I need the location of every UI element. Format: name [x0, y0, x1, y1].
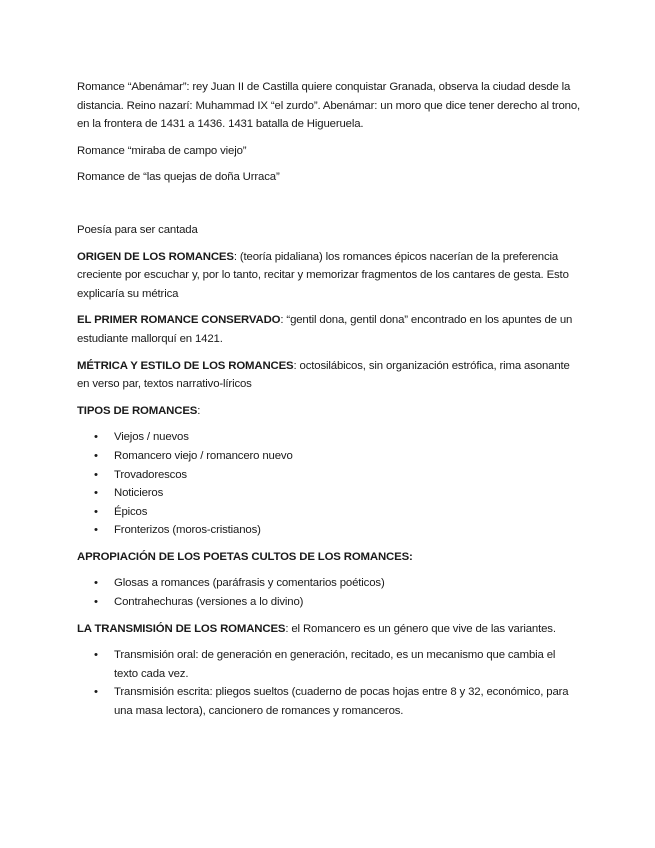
bullet-icon: • — [94, 431, 98, 444]
primer-paragraph — [77, 311, 582, 348]
bullet-icon: • — [94, 487, 98, 500]
list-item-text: Trovadorescos — [114, 468, 187, 481]
metrica-paragraph — [77, 357, 582, 394]
bullet-icon: • — [94, 596, 98, 609]
list-item-text: Fronterizos (moros-cristianos) — [114, 524, 261, 537]
transmision-paragraph — [77, 620, 582, 639]
list-item — [94, 646, 582, 683]
list-item-text: Transmisión escrita: pliegos sueltos (cuaderno de pocas hojas entre 8 y 32, económico, para una masa lectora), cancionero de romances y romanceros. — [114, 686, 569, 718]
list-item — [94, 521, 582, 540]
origen-text: : (teoría pidaliana) los romances épicos nacerían de la preferencia creciente por escuchar y, por lo tanto, recitar y memorizar fragmentos de los cantares de gesta. Esto explicaría su métrica — [77, 250, 569, 300]
metrica-text: : octosilábicos, sin organización estrófica, rima asonante en verso par, textos narrativo-líricos — [77, 359, 570, 391]
tipos-heading: TIPOS DE ROMANCES — [77, 404, 198, 417]
metrica-heading: MÉTRICA Y ESTILO DE LOS ROMANCES — [77, 359, 294, 372]
primer-text: : “gentil dona, gentil dona” encontrado en los apuntes de un estudiante mallorquí en 1421. — [77, 314, 573, 345]
intro-paragraph-abenamar: Romance “Abenámar”: rey Juan II de Castilla quiere conquistar Granada, observa la ciudad desde la distancia. Reino nazarí: Muhammad IX “el zurdo”. Abenámar: un moro que dice tener derecho al trono, en la frontera de 1431 a 1436. 1431 batalla de Higueruela. — [77, 81, 581, 131]
list-item-text: Noticieros — [114, 487, 164, 500]
list-item — [94, 466, 582, 485]
spacer — [77, 195, 582, 221]
list-item — [94, 484, 582, 503]
apropiacion-list — [77, 574, 582, 611]
list-item-text: Épicos — [114, 505, 148, 518]
list-item — [94, 683, 582, 720]
tipos-list — [77, 428, 582, 540]
origen-heading: ORIGEN DE LOS ROMANCES — [77, 250, 234, 263]
poesia-paragraph: Poesía para ser cantada — [77, 223, 198, 236]
transmision-list — [77, 646, 582, 720]
intro-paragraph-miraba: Romance “miraba de campo viejo” — [77, 144, 247, 157]
primer-heading: EL PRIMER ROMANCE CONSERVADO — [77, 314, 281, 327]
document-page — [77, 78, 582, 729]
bullet-icon: • — [94, 577, 98, 590]
apropiacion-paragraph — [77, 548, 582, 567]
bullet-icon: • — [94, 505, 98, 518]
origen-paragraph — [77, 248, 582, 304]
list-item — [94, 574, 582, 593]
bullet-icon: • — [94, 449, 98, 462]
bullet-icon: • — [94, 524, 98, 537]
list-item-text: Glosas a romances (paráfrasis y comentarios poéticos) — [114, 577, 385, 590]
list-item — [94, 447, 582, 466]
intro-paragraph-urraca: Romance de “las quejas de doña Urraca” — [77, 171, 280, 184]
bullet-icon: • — [94, 686, 98, 699]
list-item — [94, 428, 582, 447]
bullet-icon: • — [94, 468, 98, 481]
bullet-icon: • — [94, 649, 98, 662]
list-item — [94, 593, 582, 612]
list-item-text: Transmisión oral: de generación en generación, recitado, es un mecanismo que cambia el texto cada vez. — [114, 649, 556, 680]
transmision-text: : el Romancero es un género que vive de las variantes. — [285, 622, 556, 635]
list-item-text: Romancero viejo / romancero nuevo — [114, 449, 293, 462]
apropiacion-heading: APROPIACIÓN DE LOS POETAS CULTOS DE LOS ROMANCES: — [77, 550, 413, 563]
transmision-heading: LA TRANSMISIÓN DE LOS ROMANCES — [77, 622, 286, 635]
list-item-text: Contrahechuras (versiones a lo divino) — [114, 596, 304, 609]
tipos-colon: : — [197, 404, 201, 417]
list-item-text: Viejos / nuevos — [114, 431, 189, 444]
tipos-paragraph — [77, 402, 582, 421]
list-item — [94, 503, 582, 522]
